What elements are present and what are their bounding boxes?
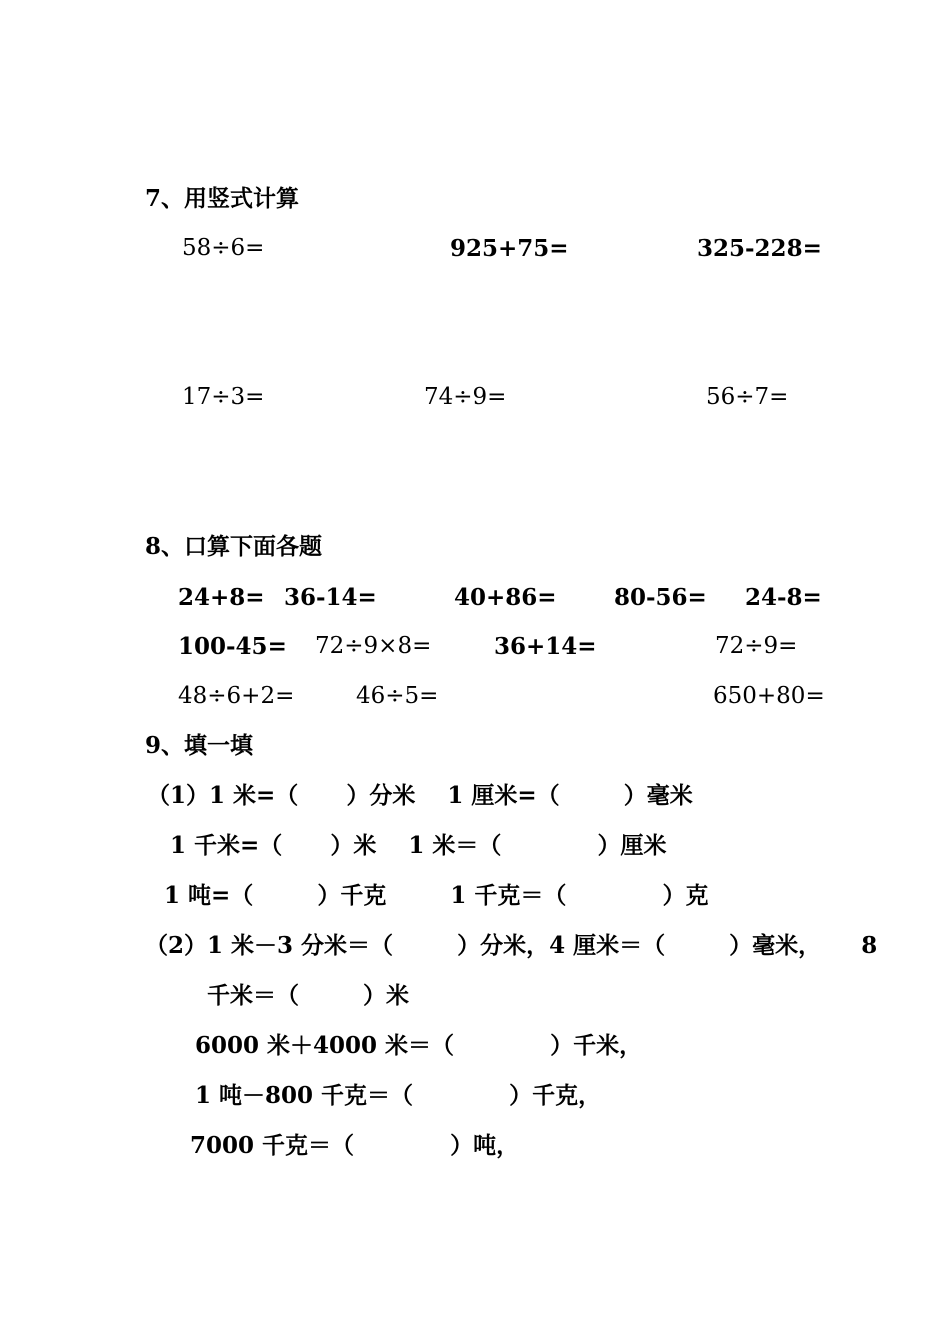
q7-problem: 17÷3=: [182, 384, 265, 410]
q8-problem: 100-45=: [178, 633, 287, 660]
q9-fill-line: 7000 千克＝（ ）吨，: [190, 1132, 520, 1159]
q8-problem: 72÷9×8=: [315, 633, 432, 659]
q8-problem: 650+80=: [713, 683, 825, 709]
q7-problem: 74÷9=: [424, 384, 507, 410]
q9-fill-line: 6000 米＋4000 米＝（ ）千米，: [195, 1032, 643, 1059]
q7-problem: 58÷6=: [182, 235, 265, 261]
q9-fill-line: （2）1 米－3 分米＝（ ）分米，4 厘米＝（ ）毫米， 8: [145, 932, 878, 959]
q8-problem: 24+8=: [178, 584, 265, 611]
q9-fill-line: 1 吨=（ ）千克 1 千克＝（ ）克: [164, 882, 709, 909]
q8-problem: 46÷5=: [356, 683, 439, 709]
q8-heading: 8、口算下面各题: [145, 533, 323, 560]
q8-problem: 36+14=: [494, 633, 597, 660]
q7-problem: 925+75=: [450, 235, 569, 262]
q9-fill-line: 千米＝（ ）米: [207, 982, 410, 1009]
q7-heading: 7、用竖式计算: [145, 185, 300, 212]
q9-fill-line: 1 千米=（ ）米 1 米＝（ ）厘米: [170, 832, 667, 859]
q7-problem: 56÷7=: [706, 384, 789, 410]
q7-problem: 325-228=: [697, 235, 822, 262]
q8-problem: 72÷9=: [715, 633, 798, 659]
q8-problem: 40+86=: [454, 584, 557, 611]
q8-problem: 48÷6+2=: [178, 683, 295, 709]
q9-fill-line: 1 吨－800 千克＝（ ）千克，: [195, 1082, 602, 1109]
q8-problem: 24-8=: [745, 584, 822, 611]
q9-fill-line: （1）1 米=（ ）分米 1 厘米=（ ）毫米: [147, 782, 693, 809]
q8-problem: 80-56=: [614, 584, 707, 611]
q9-heading: 9、填一填: [145, 732, 254, 759]
q8-problem: 36-14=: [284, 584, 377, 611]
